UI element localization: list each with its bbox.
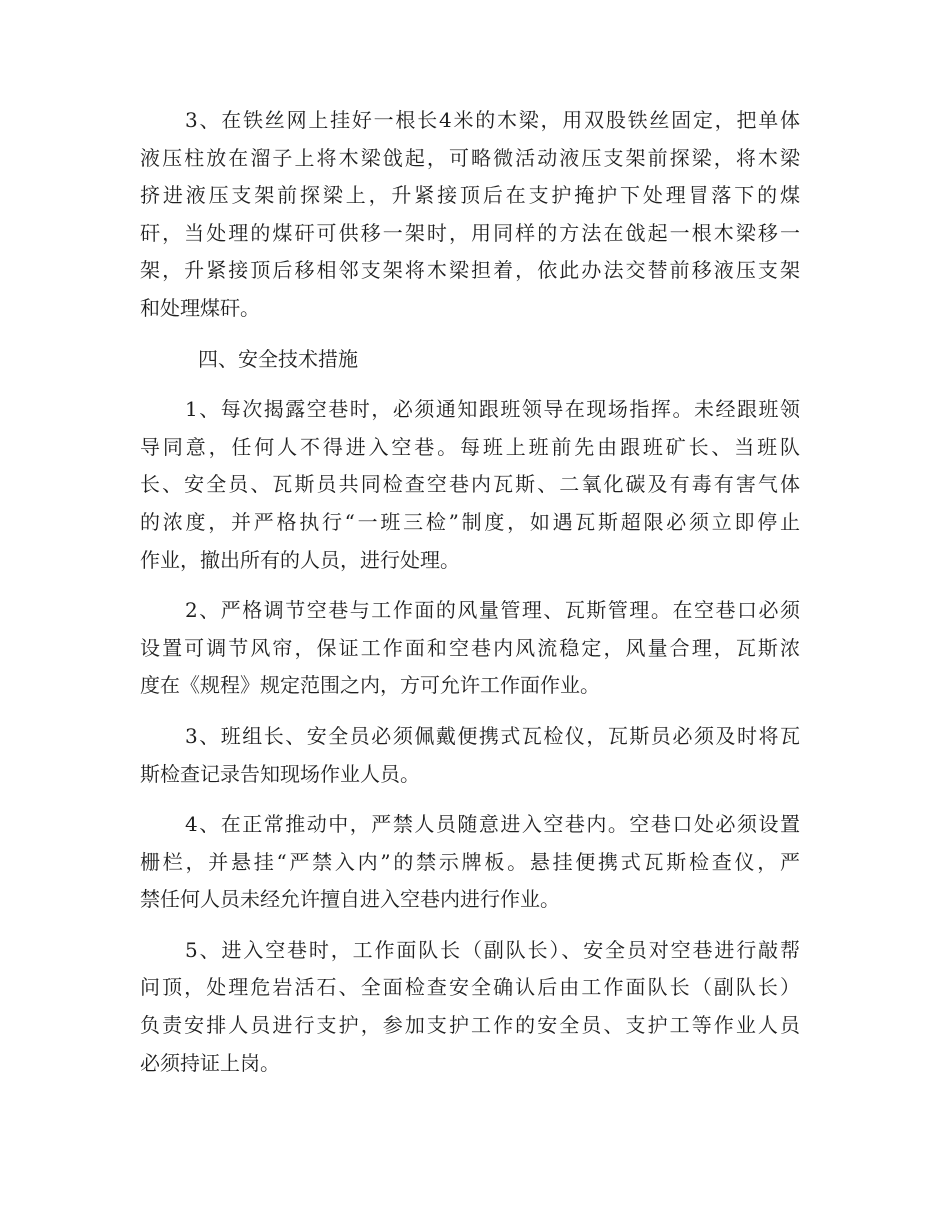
paragraph-measure-1 xyxy=(140,391,800,579)
section-heading: 四、安全技术措施 xyxy=(198,346,358,371)
paragraph-measure-4 xyxy=(140,806,800,919)
text-line: 的浓度，并严格执行“一班三检”制度，如遇瓦斯超限必须立即停止 xyxy=(140,509,800,534)
text-line: 矸，当处理的煤矸可供移一架时，用同样的方法在戗起一根木梁移一 xyxy=(140,220,800,245)
text-line: 2、严格调节空巷与工作面的风量管理、瓦斯管理。在空巷口必须 xyxy=(185,598,800,623)
text-line: 1、每次揭露空巷时，必须通知跟班领导在现场指挥。未经跟班领 xyxy=(185,397,800,422)
paragraph-measure-3 xyxy=(140,718,800,793)
document-body xyxy=(140,102,800,1095)
text-line: 导同意，任何人不得进入空巷。每班上班前先由跟班矿长、当班队 xyxy=(140,434,800,459)
text-line: 液压柱放在溜子上将木梁戗起，可略微活动液压支架前探梁，将木梁 xyxy=(140,145,800,170)
text-line: 斯检查记录告知现场作业人员。 xyxy=(140,761,420,786)
text-line: 问顶，处理危岩活石、全面检查安全确认后由工作面队长（副队长） xyxy=(140,975,800,1000)
text-line: 5、进入空巷时，工作面队长（副队长）、安全员对空巷进行敲帮 xyxy=(185,937,800,962)
text-line: 4、在正常推动中，严禁人员随意进入空巷内。空巷口处必须设置 xyxy=(185,812,800,837)
text-line: 3、班组长、安全员必须佩戴便携式瓦检仪，瓦斯员必须及时将瓦 xyxy=(185,723,800,748)
paragraph-measure-2 xyxy=(140,592,800,705)
text-line: 度在《规程》规定范围之内，方可允许工作面作业。 xyxy=(140,673,600,698)
text-line: 和处理煤矸。 xyxy=(140,295,260,320)
paragraph-step-3 xyxy=(140,102,800,328)
text-line: 长、安全员、瓦斯员共同检查空巷内瓦斯、二氧化碳及有毒有害气体 xyxy=(140,472,800,497)
text-line: 架，升紧接顶后移相邻支架将木梁担着，依此办法交替前移液压支架 xyxy=(140,258,800,283)
text-line: 3、在铁丝网上挂好一根长4米的木梁，用双股铁丝固定，把单体 xyxy=(185,108,800,132)
text-line: 作业，撤出所有的人员，进行处理。 xyxy=(140,547,460,572)
text-line: 栅栏，并悬挂“严禁入内”的禁示牌板。悬挂便携式瓦斯检查仪，严 xyxy=(140,849,800,874)
text-line: 负责安排人员进行支护，参加支护工作的安全员、支护工等作业人员 xyxy=(140,1013,800,1038)
text-line: 设置可调节风帘，保证工作面和空巷内风流稳定，风量合理，瓦斯浓 xyxy=(140,635,800,660)
paragraph-measure-5 xyxy=(140,932,800,1082)
text-line: 禁任何人员未经允许擅自进入空巷内进行作业。 xyxy=(140,887,560,912)
text-line: 必须持证上岗。 xyxy=(140,1050,280,1075)
text-line: 挤进液压支架前探梁上，升紧接顶后在支护掩护下处理冒落下的煤 xyxy=(140,183,800,208)
